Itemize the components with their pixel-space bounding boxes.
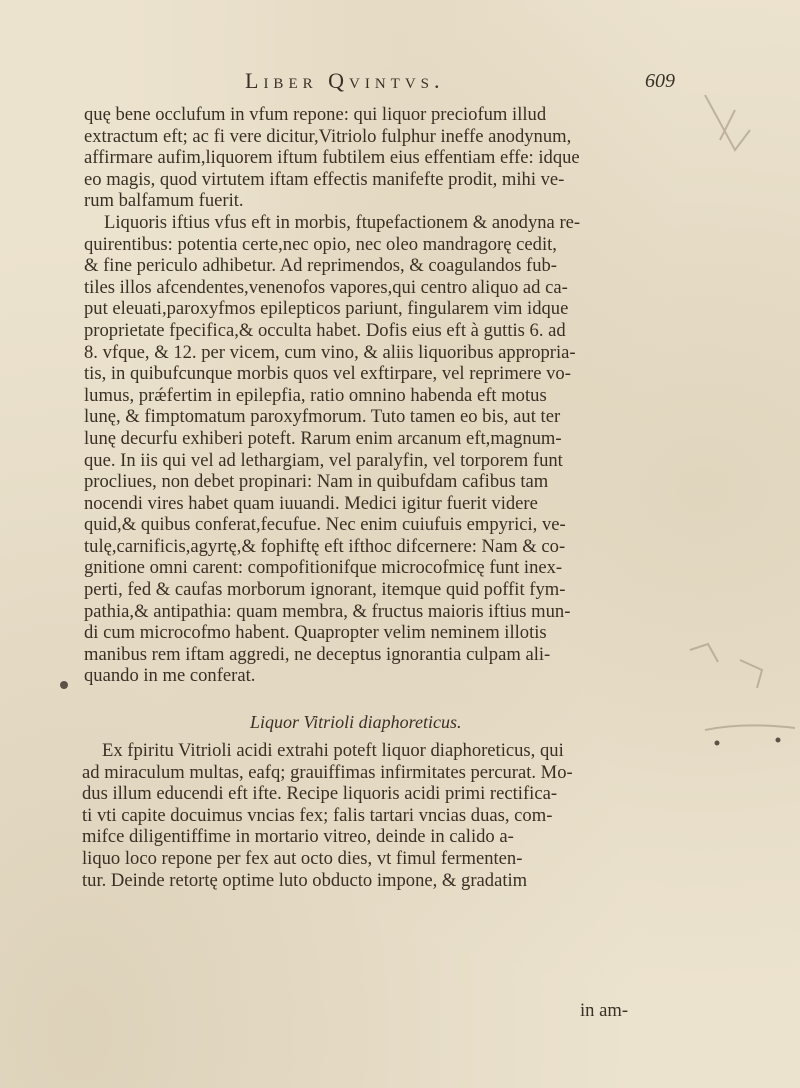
text-line: extractum eft; ac fi vere dicitur,Vitriolo fulphur ineffe anodynum, (84, 125, 572, 147)
page-header (245, 68, 675, 102)
text-line: proprietate fpecifica,& occulta habet. Dofis eius eft à guttis 6. ad (84, 319, 566, 341)
main-text (84, 104, 664, 687)
text-line: que. In iis qui vel ad lethargiam, vel paralyfin, vel torporem funt (84, 449, 563, 471)
text-line: gnitione omni carent: compofitionifque microcofmicę funt inex- (84, 557, 563, 579)
bleed-mark (690, 644, 718, 662)
bleed-mark (705, 725, 795, 730)
text-line: Ex fpiritu Vitrioli acidi extrahi poteft liquor diaphoreticus, qui (102, 740, 564, 761)
text-line: mifce diligentiffime in mortario vitreo, deinde in calido a- (82, 826, 514, 848)
text-line: affirmare aufim,liquorem iftum fubtilem eius effentiam effe: idque (84, 147, 580, 169)
bleed-mark (740, 660, 762, 688)
text-line: manibus rem iftam aggredi, ne deceptus ignorantia culpam ali- (84, 643, 551, 665)
text-line: tis, in quibufcunque morbis quos vel exftirpare, vel reprimere vo- (84, 363, 571, 385)
text-line: rum balfamum fuerit. (84, 190, 244, 212)
text-line: tiles illos afcendentes,venenofos vapores,qui centro aliquo ad ca- (84, 276, 568, 298)
text-line: 8. vfque, & 12. per vicem, cum vino, & aliis liquoribus appropria- (84, 341, 576, 363)
text-line: dus illum educendi eft ifte. Recipe liquoris acidi primi rectifica- (82, 783, 558, 805)
text-line: lumus, prǽfertim in epilepfia, ratio omnino habenda eft motus (84, 384, 547, 406)
text-line: lunę, & fimptomatum paroxyfmorum. Tuto tamen eo bis, aut ter (84, 406, 561, 428)
text-line: tulę,carnificis,agyrtę,& fophiftę eft ifthoc difcernere: Nam & co- (84, 535, 566, 557)
text-line: ti vti capite docuimus vncias fex; falis tartari vncias duas, com- (82, 804, 553, 826)
ink-spot (60, 681, 68, 689)
section-heading: Liquor Vitrioli diaphoreticus. (250, 712, 462, 732)
text-line: ad miraculum multas, eafq; grauiffimas infirmitates percurat. Mo- (82, 761, 573, 783)
text-line: eo magis, quod virtutem iftam effectis manifefte prodit, mihi ve- (84, 168, 565, 190)
ink-spot (715, 741, 720, 746)
text-line: put eleuati,paroxyfmos epilepticos pariunt, fingularem vim idque (84, 298, 569, 320)
text-line: Liquoris iftius vfus eft in morbis, ftupefactionem & anodyna re- (104, 211, 581, 233)
text-line: di cum microcofmo habent. Quapropter velim neminem illotis (84, 622, 547, 644)
text-line: procliues, non debet propinari: Nam in quibufdam cafibus tam (84, 471, 549, 493)
text-line: quę bene occlufum in vfum repone: qui liquor preciofum illud (84, 104, 547, 125)
text-line: liquo loco repone per fex aut octo dies, vt fimul fermenten- (82, 847, 523, 869)
page-number: 609 (645, 70, 675, 92)
ink-spot (776, 738, 781, 743)
text-line: lunę decurfu exhiberi poteft. Rarum enim arcanum eft,magnum- (84, 427, 562, 449)
text-line: perti, fed & caufas morborum ignorant, itemque quid poffit fym- (84, 579, 566, 601)
text-line: nocendi vires habet quam iuuandi. Medici igitur fuerit videre (84, 492, 538, 514)
section-text (82, 740, 667, 891)
text-line: quid,& quibus conferat,fecufue. Nec enim cuiufuis empyrici, ve- (84, 514, 566, 536)
text-line: quirentibus: potentia certe,nec opio, nec oleo mandragorę cedit, (84, 233, 557, 255)
running-head: Liber Qvintvs. (245, 68, 445, 93)
text-line: tur. Deinde retortę optime luto obducto impone, & gradatim (82, 869, 528, 891)
text-line: & fine periculo adhibetur. Ad reprimendos, & coagulandos fub- (84, 255, 557, 277)
text-line: pathia,& antipathia: quam membra, & fructus maioris iftius mun- (84, 600, 571, 622)
catchword: in am- (580, 1000, 629, 1021)
bleed-mark (705, 95, 750, 150)
text-line: quando in me conferat. (84, 665, 256, 687)
